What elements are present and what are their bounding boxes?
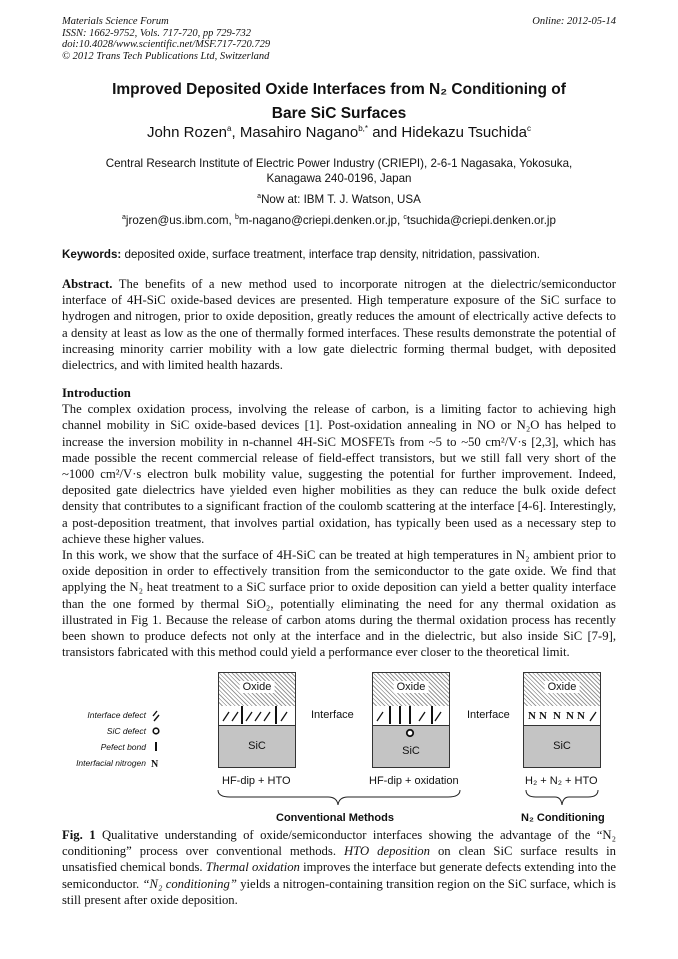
group-label-conventional: Conventional Methods xyxy=(276,812,394,824)
caption-emphasis: HTO deposition xyxy=(343,844,430,859)
sic-layer: SiC xyxy=(219,726,295,767)
journal-name: Materials Science Forum xyxy=(62,16,169,27)
nitrogen-icon: N xyxy=(566,710,574,722)
introduction xyxy=(62,385,616,660)
brace-n2 xyxy=(526,790,598,805)
journal-header xyxy=(62,16,270,62)
author: and Hidekazu Tsuchida xyxy=(368,124,528,141)
oxide-layer xyxy=(373,673,449,707)
oxide-label: Oxide xyxy=(545,681,580,693)
email-sup: c xyxy=(403,214,407,222)
caption-text: yields a nitrogen-containing transition region on the SiC surface, which is still present after oxide deposition. xyxy=(62,876,616,907)
section-heading: Introduction xyxy=(62,386,131,400)
oxide-label: Oxide xyxy=(394,681,429,693)
nitrogen-icon: N xyxy=(528,710,536,722)
diagram-hf-hto xyxy=(218,672,296,768)
interfacial-nitrogen xyxy=(524,706,600,724)
diagram-n2-conditioning xyxy=(523,672,601,768)
legend-interface-defect: Interface defect xyxy=(87,710,146,720)
title-line-1: Improved Deposited Oxide Interfaces from N₂ Conditioning of xyxy=(112,81,566,98)
now-at-text: Now at: IBM T. J. Watson, USA xyxy=(261,193,421,206)
now-at xyxy=(62,193,616,206)
caption-label: Fig. 1 xyxy=(62,828,96,842)
paragraph: The complex oxidation process, involving the release of carbon, is a limiting factor to achieving high channel mobility in SiC oxide-based devices [1]. Post-oxidation annealing in NO or N₂O has helped to increase the inversion mobility in n-channel 4H-SiC MOSFETs from ~5 to ~50 cm²/V·s [2,3], which has made possible the recent commercial release of field-effect transistors, but we still fall very short of the ~1000 cm²/V·s electron bulk mobility value, suggesting the potential for further improvement. Indeed, deposited gate dielectrics have yielded even higher mobilities as they can reduce the bulk oxide defect density that contributes to a significant fraction of the coulomb scattering at the interface [4-6]. Interestingly, a post-deposition treatment, that involves partial oxidation, has typically been used as a necessary step to achieve these higher values. xyxy=(62,402,616,546)
group-label-n2: N₂ Conditioning xyxy=(521,812,605,824)
author: John Rozen xyxy=(146,124,228,141)
online-date: Online: 2012-05-14 xyxy=(532,16,616,27)
affiliation xyxy=(62,156,616,186)
oxide-layer xyxy=(524,673,600,707)
process-label: H₂ + N₂ + HTO xyxy=(525,775,598,787)
interface-defects xyxy=(219,706,295,724)
authors xyxy=(62,124,616,141)
title-line-2: Bare SiC Surfaces xyxy=(271,105,407,122)
sic-defect-icon xyxy=(404,727,416,739)
author: , Masahiro Nagano xyxy=(231,124,359,141)
email[interactable]: m-nagano@criepi.denken.or.jp, xyxy=(238,214,404,227)
legend-symbols xyxy=(150,708,166,772)
interface-label: Interface xyxy=(311,709,354,721)
author-sup: a xyxy=(227,124,232,133)
affiliation-line: Central Research Institute of Electric Power Industry (CRIEPI), 2-6-1 Nagasaka, Yokosuka, xyxy=(105,157,573,170)
oxide-label: Oxide xyxy=(240,681,275,693)
abstract-label: Abstract. xyxy=(62,277,113,291)
perfect-bond-icon xyxy=(155,742,157,751)
copyright: © 2012 Trans Tech Publications Ltd, Switzerland xyxy=(62,50,270,62)
brace-conventional xyxy=(218,790,460,805)
email[interactable]: tsuchida@criepi.denken.or.jp xyxy=(406,214,556,227)
diagram-hf-oxidation xyxy=(372,672,450,768)
abstract-text: The benefits of a new method used to incorporate nitrogen at the dielectric/semiconductor interface of 4H-SiC oxide-based devices are presented. High temperature exposure of the SiC surface to hydrogen and nitrogen, prior to oxide deposition, greatly reduces the amount of electrically active defects to a density at least as low as the one of thermally formed interfaces. These results demonstrate the potential of increasing minority carrier mobility with a low gate dielectric forming thermal budget, with deposited dielectrics, and with limited health hazards. xyxy=(62,277,616,373)
legend-interfacial-nitrogen: Interfacial nitrogen xyxy=(76,758,146,768)
figure-caption xyxy=(62,827,616,908)
email[interactable]: jrozen@us.ibm.com, xyxy=(125,214,235,227)
grouping-braces xyxy=(210,788,610,810)
author-sup: b,* xyxy=(358,124,369,133)
issn: ISSN: 1662-9752, Vols. 717-720, pp 729-732 xyxy=(62,27,251,39)
caption-text: Qualitative understanding of oxide/semiconductor interfaces showing the advantage of the “N₂ conditioning” process over conventional methods. xyxy=(62,828,616,859)
caption-emphasis: “N₂ conditioning” xyxy=(142,876,237,891)
sic-layer: SiC xyxy=(524,726,600,767)
emails xyxy=(62,214,616,227)
caption-emphasis: Thermal oxidation xyxy=(205,860,300,875)
keywords xyxy=(62,248,540,261)
interface-layer xyxy=(219,706,295,726)
keywords-text: deposited oxide, surface treatment, interface trap density, nitridation, passivation. xyxy=(121,248,540,261)
paragraph: In this work, we show that the surface of 4H-SiC can be treated at high temperatures in N₂ ambient prior to oxide deposition in order to effectively transition from the semiconductor to the gate oxide. We find that applying the N₂ heat treatment to a SiC surface prior to oxide deposition can yield a better quality interface than the one formed by thermal SiO₂, potentially eliminating the need for any thermal oxidation as illustrated in Fig 1. Because the release of carbon atoms during the thermal oxidation process has recently been shown to produce defects not only at the interface and in the dielectric, but also inside SiC [7-9], transistors fabricated with this method could yield a performance ever closer to the theoretical limit. xyxy=(62,548,616,660)
now-at-sup: a xyxy=(257,193,262,201)
process-label: HF-dip + HTO xyxy=(222,775,291,787)
doi: doi:10.4028/www.scientific.net/MSF.717-720.729 xyxy=(62,39,271,50)
oxide-layer xyxy=(219,673,295,707)
sic-defect-icon xyxy=(153,728,159,734)
nitrogen-icon: N xyxy=(553,710,561,722)
process-label: HF-dip + oxidation xyxy=(369,775,459,787)
keywords-label: Keywords: xyxy=(62,248,122,261)
nitrogen-icon: N xyxy=(151,759,159,770)
email-sup: a xyxy=(122,214,126,222)
legend-perfect-bond: Pefect bond xyxy=(100,742,146,752)
interface-defect-icon xyxy=(153,711,159,721)
abstract xyxy=(62,276,616,373)
interface-label: Interface xyxy=(467,709,510,721)
caption-text: on clean SiC surface results in unsatisfied chemical bonds. xyxy=(62,844,616,875)
interface-defects xyxy=(373,706,449,724)
interface-layer xyxy=(373,706,449,726)
affiliation-line: Kanagawa 240-0196, Japan xyxy=(266,172,412,185)
nitrogen-icon: N xyxy=(577,710,585,722)
interface-layer xyxy=(524,706,600,726)
author-sup: c xyxy=(527,124,532,133)
caption-text: improves the interface but generate defects extending into the semiconductor. xyxy=(62,860,616,891)
email-sup: b xyxy=(234,214,239,222)
nitrogen-icon: N xyxy=(539,710,547,722)
sic-label: SiC xyxy=(402,745,420,757)
legend-sic-defect: SiC defect xyxy=(106,726,146,736)
